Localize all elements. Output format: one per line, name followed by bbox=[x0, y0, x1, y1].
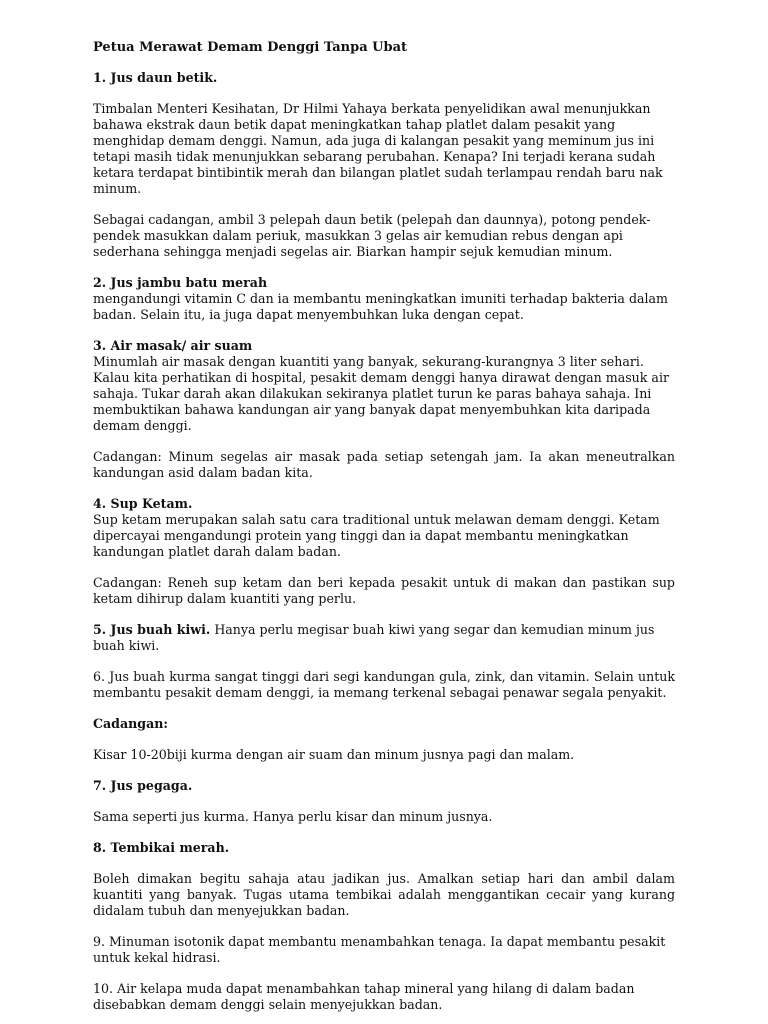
section-3-paragraph-1: Minumlah air masak dengan kuantiti yang banyak, sekurang-kurangnya 3 liter sehari. Kalau kita perhatikan di hospital, pesakit demam denggi hanya dirawat dengan masuk air sahaja. Tukar darah akan dilakukan sekiranya platlet turun ke paras bahaya sahaja. Ini membuktikan bahawa kandungan air yang banyak dapat menyembuhkan kita daripada demam denggi. bbox=[93, 354, 669, 433]
section-3-paragraph-2: Cadangan: Minum segelas air masak pada setiap setengah jam. Ia akan meneutralkan kandungan asid dalam badan kita. bbox=[93, 449, 675, 480]
section-2-heading: 2. Jus jambu batu merah bbox=[93, 275, 268, 290]
spacer bbox=[93, 197, 675, 212]
section-4-paragraph-1: Sup ketam merupakan salah satu cara traditional untuk melawan demam denggi. Ketam dipercayai mengandungi protein yang tinggi dan ia dapat membantu meningkatkan kandungan platlet darah dalam badan. bbox=[93, 512, 660, 559]
document-title: Petua Merawat Demam Denggi Tanpa Ubat bbox=[93, 40, 408, 55]
spacer bbox=[93, 825, 675, 840]
section-1-heading: 1. Jus daun betik. bbox=[93, 70, 218, 85]
section-1-paragraph-2: Sebagai cadangan, ambil 3 pelepah daun betik (pelepah dan daunnya), potong pendek-pendek masukkan dalam periuk, masukkan 3 gelas air kemudian rebus dengan api sederhana sehingga menjadi segelas air. Biarkan hampir sejuk kemudian minum. bbox=[93, 212, 651, 259]
section-5-line bbox=[93, 622, 675, 654]
spacer bbox=[93, 919, 675, 934]
spacer bbox=[93, 966, 675, 981]
section-8-heading: 8. Tembikai merah. bbox=[93, 840, 230, 855]
section-9-paragraph-1: 9. Minuman isotonik dapat membantu menambahkan tenaga. Ia dapat membantu pesakit untuk kekal hidrasi. bbox=[93, 934, 666, 965]
section-4-heading: 4. Sup Ketam. bbox=[93, 496, 193, 511]
section-7-paragraph-1: Sama seperti jus kurma. Hanya perlu kisar dan minum jusnya. bbox=[93, 809, 493, 824]
section-10-paragraph-1: 10. Air kelapa muda dapat menambahkan tahap mineral yang hilang di dalam badan disebabkan demam denggi selain menyejukkan badan. bbox=[93, 981, 635, 1012]
spacer bbox=[93, 732, 675, 747]
section-5-text: Hanya perlu megisar buah kiwi yang segar dan kemudian minum jus buah kiwi. bbox=[93, 622, 655, 653]
spacer bbox=[93, 856, 675, 871]
section-2-paragraph-1: mengandungi vitamin C dan ia membantu meningkatkan imuniti terhadap bakteria dalam badan. Selain itu, ia juga dapat menyembuhkan luka dengan cepat. bbox=[93, 291, 668, 322]
section-5-heading: 5. Jus buah kiwi. bbox=[93, 622, 211, 637]
spacer bbox=[93, 560, 675, 575]
section-8-paragraph-1: Boleh dimakan begitu sahaja atau jadikan jus. Amalkan setiap hari dan ambil dalam kuantiti yang banyak. Tugas utama tembikai adalah menggantikan cecair yang kurang didalam tubuh dan menyejukkan badan. bbox=[93, 871, 675, 918]
spacer bbox=[93, 701, 675, 716]
spacer bbox=[93, 654, 675, 669]
spacer bbox=[93, 481, 675, 496]
spacer bbox=[93, 763, 675, 778]
section-6-paragraph-2: Kisar 10-20biji kurma dengan air suam dan minum jusnya pagi dan malam. bbox=[93, 747, 575, 762]
spacer bbox=[93, 260, 675, 275]
section-1-paragraph-1: Timbalan Menteri Kesihatan, Dr Hilmi Yahaya berkata penyelidikan awal menunjukkan bahawa ekstrak daun betik dapat meningkatkan tahap platlet dalam pesakit yang menghidap demam denggi. Namun, ada juga di kalangan pesakit yang meminum jus ini tetapi masih tidak menunjukkan sebarang perubahan. Kenapa? Ini terjadi kerana sudah ketara terdapat bintibintik merah dan bilangan platlet sudah terlampau rendah baru nak minum. bbox=[93, 101, 663, 196]
spacer bbox=[93, 86, 675, 101]
section-3-heading: 3. Air masak/ air suam bbox=[93, 338, 253, 353]
section-7-heading: 7. Jus pegaga. bbox=[93, 778, 193, 793]
section-4-paragraph-2: Cadangan: Reneh sup ketam dan beri kepada pesakit untuk di makan dan pastikan sup ketam dihirup dalam kuantiti yang perlu. bbox=[93, 575, 675, 606]
spacer bbox=[93, 434, 675, 449]
spacer bbox=[93, 794, 675, 809]
section-6-paragraph-1: 6. Jus buah kurma sangat tinggi dari segi kandungan gula, zink, dan vitamin. Selain untuk membantu pesakit demam denggi, ia memang terkenal sebagai penawar segala penyakit. bbox=[93, 669, 675, 700]
spacer bbox=[93, 607, 675, 622]
section-6-cadangan-label: Cadangan: bbox=[93, 716, 169, 731]
spacer bbox=[93, 323, 675, 338]
